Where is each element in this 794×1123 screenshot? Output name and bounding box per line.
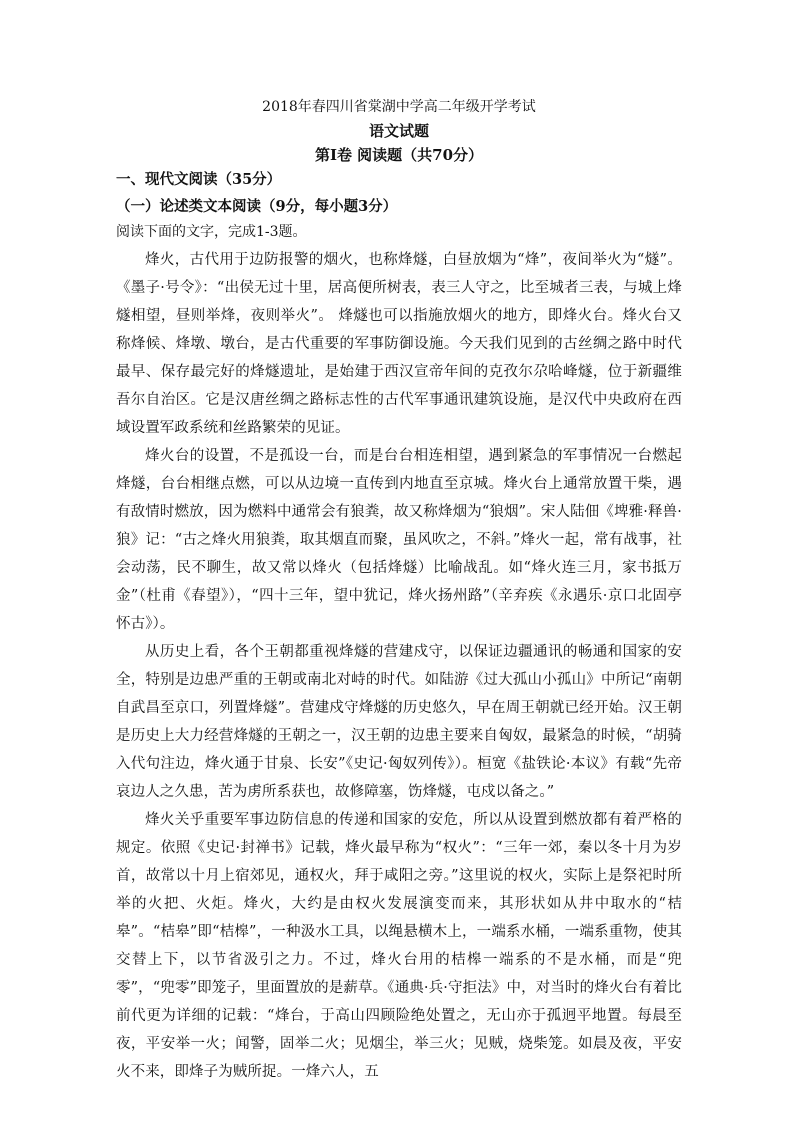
passage-paragraph: 烽火关乎重要军事边防信息的传递和国家的安危，所以从设置到燃放都有着严格的规定。依照《史记·封禅书》记载，烽火最早称为“权火”：“三年一郊，秦以冬十月为岁首，故常以十月上宿郊见，通权火，拜于咸阳之旁。”这里说的权火，实际上是祭祀时所举的火把、火炬。烽火，大约是由权火发展演变而来，其形状如从井中取水的“桔皋”。“桔皋”即“桔槔”，一种汲水工具，以绳悬横木上，一端系水桶，一端系重物，使其交替上下，以节省汲引之力。不过，烽火台用的桔槔一端系的不是水桶，而是“兜零”，“兜零”即笼子，里面置放的是薪草。《通典·兵·守拒法》中，对当时的烽火台有着比前代更为详细的记载：“烽台，于高山四顾险绝处置之，无山亦于孤迥平地置。每晨至夜，平安举一火；闻警，固举二火；见烟尘，举三火；见贼，烧柴笼。如晨及夜，平安火不来，即烽子为贼所捉。一烽六人，五 — [116, 812, 682, 1080]
volume-title: 第Ⅰ卷 阅读题（共70分） — [314, 146, 484, 164]
reading-instruction: 阅读下面的文字，完成1-3题。 — [116, 224, 307, 240]
passage-paragraph: 烽火台的设置，不是孤设一台，而是台台相连相望，遇到紧急的军事情况一台燃起烽燧，台台相继点燃，可以从边境一直传到内地直至京城。烽火台上通常放置干柴，遇有敌情时燃放，因为燃料中通常会有狼粪，故又称烽烟为“狼烟”。宋人陆佃《埤雅·释兽·狼》记：“古之烽火用狼粪，取其烟直而聚，虽风吹之，不斜。”烽火一起，常有战事，社会动荡，民不聊生，故又常以烽火（包括烽燧）比喻战乱。如“烽火连三月，家书抵万金”（杜甫《春望》），“四十三年，望中犹记，烽火扬州路”（辛弃疾《永遇乐·京口北固亭怀古》）。 — [116, 448, 682, 632]
exam-title: 2018年春四川省棠湖中学高二年级开学考试 — [262, 99, 536, 115]
passage-paragraph: 烽火，古代用于边防报警的烟火，也称烽燧，白昼放烟为“烽”，夜间举火为“燧”。《墨子·号令》：“出侯无过十里，居高便所树表，表三人守之，比至城者三表，与城上烽燧相望，昼则举烽，夜则举火”。 烽燧也可以指施放烟火的地方，即烽火台。烽火台又称烽候、烽墩、墩台，是古代重要的军事防御设施。今天我们见到的古丝绸之路中时代最早、保存最完好的烽燧遗址，是始建于西汉宣帝年间的克孜尔尕哈峰燧，位于新疆维吾尔自治区。它是汉唐丝绸之路标志性的古代军事通讯建筑设施，是汉代中央政府在西域设置军政系统和丝路繁荣的见证。 — [116, 252, 682, 436]
passage — [116, 246, 682, 1086]
subject-title: 语文试题 — [368, 122, 429, 140]
passage-paragraph: 从历史上看，各个王朝都重视烽燧的营建戍守，以保证边疆通讯的畅通和国家的安全，特别是边患严重的王朝或南北对峙的时代。如陆游《过大孤山小孤山》中所记“南朝自武昌至京口，列置烽燧”。营建戍守烽燧的历史悠久，早在周王朝就已经开始。汉王朝是历史上大力经营烽燧的王朝之一，汉王朝的边患主要来自匈奴，最紧急的时候，“胡骑入代句注边，烽火通于甘泉、长安”《史记·匈奴列传》）。桓宽《盐铁论·本议》有载“先帝哀边人之久患，苦为虏所系获也，故修障塞，饬烽燧，屯戍以备之。” — [116, 644, 682, 800]
exam-page — [116, 98, 682, 1086]
section-heading: 一、现代文阅读（35分） — [116, 171, 282, 188]
section-subheading: （一）论述类文本阅读（9分，每小题3分） — [116, 198, 398, 215]
